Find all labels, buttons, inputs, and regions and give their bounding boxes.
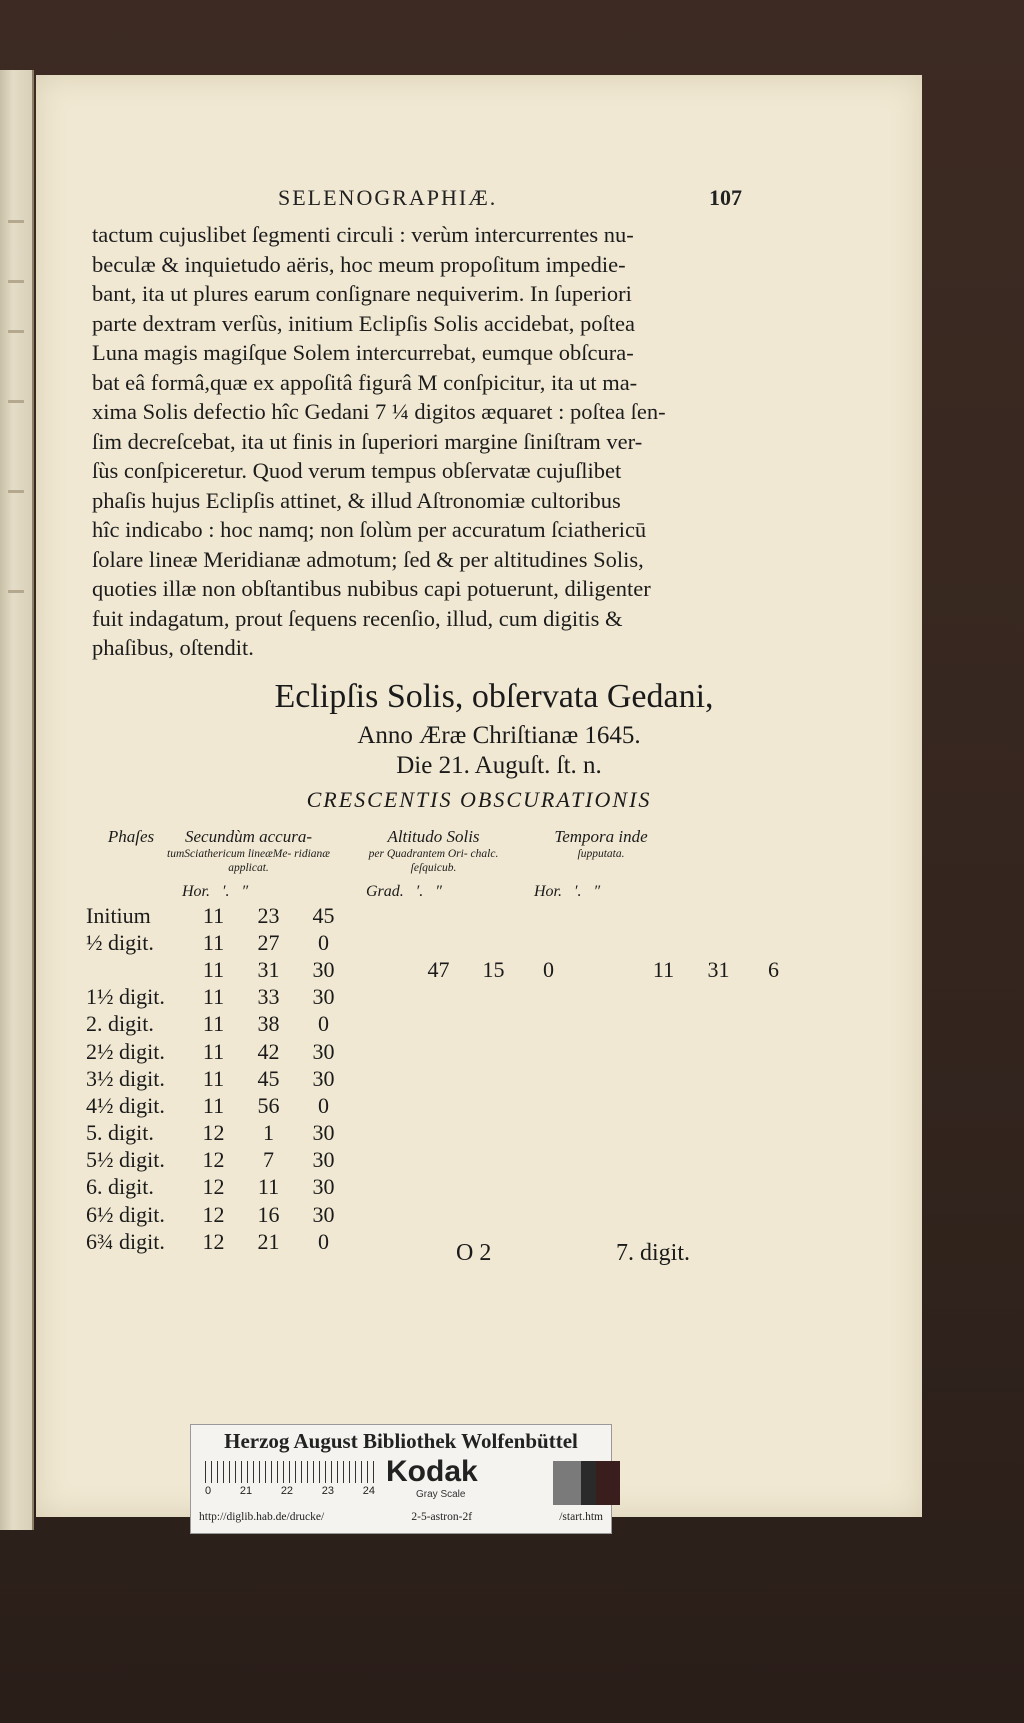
cell-s: 30 bbox=[312, 1038, 335, 1064]
cell-am: 15 bbox=[482, 956, 505, 982]
cell-ts bbox=[746, 984, 801, 1011]
cell-h: 11 bbox=[202, 1092, 225, 1118]
table-row bbox=[86, 1120, 801, 1147]
cell-s: 30 bbox=[312, 1201, 335, 1227]
body-line: Luna magis magiſque Solem intercurrebat, eumque obſcura- bbox=[92, 340, 634, 365]
body-line: tactum cujuslibet ſegmenti circuli : verùm intercurrentes nu- bbox=[92, 222, 634, 247]
cell-ts bbox=[746, 1065, 801, 1092]
units-tempora: Hor. ′. ″ bbox=[534, 883, 601, 900]
cell-tm bbox=[691, 1201, 746, 1228]
signature-mark: O 2 bbox=[456, 1240, 492, 1266]
cell-as: 0 bbox=[543, 956, 554, 982]
gray-patch bbox=[553, 1461, 581, 1505]
gray-patch bbox=[596, 1461, 620, 1505]
cell-am bbox=[466, 1065, 521, 1092]
cell-as bbox=[521, 1011, 576, 1038]
cell-h: 11 bbox=[202, 956, 225, 982]
table-row bbox=[86, 1147, 801, 1174]
spacer-cell bbox=[576, 1174, 636, 1201]
cell-th bbox=[636, 929, 691, 956]
cell-m: 42 bbox=[257, 1038, 280, 1064]
cell-h: 12 bbox=[202, 1228, 225, 1254]
cell-am bbox=[466, 902, 521, 929]
spacer-cell bbox=[351, 1201, 411, 1228]
cell-m: 27 bbox=[257, 929, 280, 955]
cell-as bbox=[521, 1120, 576, 1147]
table-row bbox=[86, 1174, 801, 1201]
cell-ts bbox=[746, 929, 801, 956]
cell-th bbox=[636, 1174, 691, 1201]
units-altitudo: Grad. ′. ″ bbox=[366, 883, 442, 900]
cell-phase: 2. digit. bbox=[86, 1011, 154, 1037]
cell-s: 0 bbox=[318, 1011, 329, 1037]
cell-tm bbox=[691, 1174, 746, 1201]
cell-am bbox=[466, 1092, 521, 1119]
cell-h: 12 bbox=[202, 1174, 225, 1200]
url-part-3: /start.htm bbox=[559, 1511, 603, 1523]
cell-grad bbox=[411, 1120, 466, 1147]
table-subtitle: CRESCENTIS OBSCURATIONIS bbox=[306, 787, 652, 812]
cell-grad bbox=[411, 1011, 466, 1038]
cell-s: 0 bbox=[318, 1092, 329, 1118]
page-number: 107 bbox=[709, 185, 742, 210]
spacer-cell bbox=[351, 1228, 411, 1255]
cell-phase: 6¾ digit. bbox=[86, 1228, 165, 1254]
spacer-cell bbox=[351, 1147, 411, 1174]
body-text bbox=[92, 220, 762, 663]
body-line: bat eâ formâ,quæ ex appoſitâ figurâ M conſpicitur, ita ut ma- bbox=[92, 369, 638, 395]
table-date: Die 21. Auguſt. ſt. n. bbox=[396, 752, 602, 779]
ruler-numbers bbox=[205, 1485, 375, 1497]
cell-h: 11 bbox=[202, 1065, 225, 1091]
body-line: bant, ita ut plures earum conſignare nequiverim. In ſuperiori bbox=[92, 281, 632, 306]
cell-tm bbox=[691, 1147, 746, 1174]
cell-s: 30 bbox=[312, 1147, 335, 1173]
table-row bbox=[86, 1011, 801, 1038]
spacer-cell bbox=[351, 1065, 411, 1092]
spacer-cell bbox=[576, 1065, 636, 1092]
color-target bbox=[190, 1424, 612, 1534]
table-row bbox=[86, 1092, 801, 1119]
book-page bbox=[36, 75, 922, 1517]
spacer-cell bbox=[351, 1120, 411, 1147]
body-line: ſolare lineæ Meridianæ admotum; ſed & per altitudines Solis, bbox=[92, 546, 644, 572]
cell-h: 12 bbox=[202, 1147, 225, 1173]
cell-m: 11 bbox=[257, 1174, 280, 1200]
cell-h: 11 bbox=[202, 929, 225, 955]
cell-th: 11 bbox=[652, 956, 675, 982]
header-secundum: Secundùm accura- tumSciathericum lineæMe- ridianæ applicat. bbox=[167, 827, 330, 874]
cell-tm bbox=[691, 1228, 746, 1255]
gray-patch bbox=[511, 1461, 551, 1505]
cell-grad bbox=[411, 1147, 466, 1174]
cell-h: 12 bbox=[202, 1120, 225, 1146]
cell-as bbox=[521, 902, 576, 929]
cell-tm bbox=[691, 1038, 746, 1065]
cell-th bbox=[636, 1201, 691, 1228]
body-line: phaſibus, oſtendit. bbox=[92, 635, 254, 660]
kodak-logo: Kodak bbox=[386, 1455, 478, 1488]
cell-m: 56 bbox=[257, 1092, 280, 1118]
spacer-cell bbox=[576, 929, 636, 956]
table-row bbox=[86, 1228, 801, 1255]
cell-h: 11 bbox=[202, 1011, 225, 1037]
spacer-cell bbox=[576, 984, 636, 1011]
cell-phase: 3½ digit. bbox=[86, 1065, 165, 1091]
table-title: Eclipſis Solis, obſervata Gedani, bbox=[274, 678, 714, 715]
catchword: 7. digit. bbox=[616, 1240, 691, 1266]
body-line: phaſis hujus Eclipſis attinet, & illud Aſtronomiæ cultoribus bbox=[92, 487, 621, 513]
table-row bbox=[86, 1065, 801, 1092]
spacer-cell bbox=[576, 902, 636, 929]
facing-page-edge bbox=[0, 70, 34, 1530]
observation-table bbox=[86, 902, 801, 1255]
running-title: SELENOGRAPHIÆ. bbox=[278, 185, 498, 210]
cell-am bbox=[466, 1011, 521, 1038]
spacer-cell bbox=[576, 956, 636, 983]
running-head bbox=[36, 185, 922, 215]
body-line: xima Solis defectio hîc Gedani 7 ¼ digitos æquaret : poſtea ſen- bbox=[92, 399, 666, 424]
spacer-cell bbox=[576, 1038, 636, 1065]
url-part-1: http://diglib.hab.de/drucke/ bbox=[199, 1511, 325, 1523]
cell-h: 12 bbox=[202, 1201, 225, 1227]
ruler-number: 21 bbox=[239, 1485, 253, 1497]
cell-m: 31 bbox=[257, 956, 280, 982]
cell-grad bbox=[411, 1092, 466, 1119]
spacer-cell bbox=[351, 1038, 411, 1065]
cell-phase: 5½ digit. bbox=[86, 1147, 165, 1173]
cell-grad bbox=[411, 1038, 466, 1065]
cell-grad bbox=[411, 1065, 466, 1092]
table-row bbox=[86, 984, 801, 1011]
cell-s: 0 bbox=[318, 929, 329, 955]
cell-grad: 47 bbox=[427, 956, 450, 982]
spacer-cell bbox=[351, 984, 411, 1011]
cell-am bbox=[466, 1038, 521, 1065]
cell-ts bbox=[746, 1147, 801, 1174]
cell-th bbox=[636, 1092, 691, 1119]
cell-as bbox=[521, 1065, 576, 1092]
cell-s: 30 bbox=[312, 1174, 335, 1200]
cell-m: 45 bbox=[257, 1065, 280, 1091]
spacer-cell bbox=[351, 929, 411, 956]
ruler-scale bbox=[205, 1461, 375, 1483]
cell-h: 11 bbox=[202, 984, 225, 1010]
cell-m: 1 bbox=[263, 1120, 274, 1146]
body-line: parte dextram verſùs, initium Eclipſis Solis accidebat, poſtea bbox=[92, 310, 635, 336]
cell-tm: 31 bbox=[707, 956, 730, 982]
cell-th bbox=[636, 1011, 691, 1038]
cell-phase: 2½ digit. bbox=[86, 1038, 165, 1064]
spacer-cell bbox=[576, 1011, 636, 1038]
spacer-cell bbox=[576, 1120, 636, 1147]
cell-ts bbox=[746, 1092, 801, 1119]
cell-phase bbox=[86, 956, 186, 983]
cell-phase: 6. digit. bbox=[86, 1174, 154, 1200]
spacer-cell bbox=[351, 1011, 411, 1038]
body-line: hîc indicabo : hoc namq; non ſolùm per accuratum ſciathericū bbox=[92, 517, 647, 542]
table-row bbox=[86, 1038, 801, 1065]
source-url bbox=[199, 1511, 603, 1523]
cell-s: 0 bbox=[318, 1228, 329, 1254]
cell-am bbox=[466, 984, 521, 1011]
cell-th bbox=[636, 1038, 691, 1065]
cell-am bbox=[466, 1120, 521, 1147]
body-line: ſim decreſcebat, ita ut finis in ſuperiori margine ſiniſtram ver- bbox=[92, 428, 643, 454]
cell-s: 30 bbox=[312, 1065, 335, 1091]
cell-am bbox=[466, 1201, 521, 1228]
cell-s: 45 bbox=[312, 902, 335, 928]
cell-h: 11 bbox=[202, 1038, 225, 1064]
spacer-cell bbox=[576, 1201, 636, 1228]
cell-th bbox=[636, 1120, 691, 1147]
cell-tm bbox=[691, 929, 746, 956]
table-row bbox=[86, 929, 801, 956]
table-row bbox=[86, 902, 801, 929]
cell-as bbox=[521, 1201, 576, 1228]
library-name: Herzog August Bibliothek Wolfenbüttel bbox=[224, 1429, 578, 1453]
grayscale-label: Gray Scale bbox=[416, 1489, 466, 1500]
cell-th bbox=[636, 1065, 691, 1092]
cell-ts bbox=[746, 1174, 801, 1201]
cell-phase: 5. digit. bbox=[86, 1120, 154, 1146]
cell-s: 30 bbox=[312, 1120, 335, 1146]
units-secundum: Hor. ′. ″ bbox=[182, 883, 249, 900]
cell-as bbox=[521, 1228, 576, 1255]
cell-grad bbox=[411, 929, 466, 956]
cell-tm bbox=[691, 1120, 746, 1147]
cell-tm bbox=[691, 902, 746, 929]
cell-as bbox=[521, 1174, 576, 1201]
ruler-number: 0 bbox=[205, 1485, 212, 1497]
cell-ts bbox=[746, 1201, 801, 1228]
cell-phase: ½ digit. bbox=[86, 929, 154, 955]
spacer-cell bbox=[351, 1092, 411, 1119]
body-line: beculæ & inquietudo aëris, hoc meum propoſitum impedie- bbox=[92, 251, 626, 277]
cell-ts bbox=[746, 902, 801, 929]
spacer-cell bbox=[351, 1174, 411, 1201]
table-year: Anno Æræ Chriſtianæ 1645. bbox=[357, 722, 641, 749]
cell-m: 38 bbox=[257, 1011, 280, 1037]
spacer-cell bbox=[351, 902, 411, 929]
cell-grad bbox=[411, 984, 466, 1011]
cell-ts bbox=[746, 1228, 801, 1255]
cell-ts bbox=[746, 1038, 801, 1065]
cell-th bbox=[636, 984, 691, 1011]
cell-as bbox=[521, 1092, 576, 1119]
cell-m: 21 bbox=[257, 1228, 280, 1254]
url-part-2: 2-5-astron-2f bbox=[411, 1511, 473, 1523]
cell-m: 7 bbox=[263, 1147, 274, 1173]
cell-th bbox=[636, 902, 691, 929]
spacer-cell bbox=[351, 956, 411, 983]
cell-tm bbox=[691, 984, 746, 1011]
cell-tm bbox=[691, 1065, 746, 1092]
cell-s: 30 bbox=[312, 984, 335, 1010]
cell-phase: Initium bbox=[86, 902, 151, 928]
cell-as bbox=[521, 929, 576, 956]
ruler-number: 23 bbox=[321, 1485, 335, 1497]
ruler-number: 24 bbox=[362, 1485, 375, 1497]
body-line: quoties illæ non obſtantibus nubibus capi potuerunt, diligenter bbox=[92, 576, 651, 601]
table-row bbox=[86, 956, 801, 983]
cell-ts bbox=[746, 1120, 801, 1147]
spacer-cell bbox=[576, 1147, 636, 1174]
spacer-cell bbox=[576, 1092, 636, 1119]
cell-grad bbox=[411, 1174, 466, 1201]
table-row bbox=[86, 1201, 801, 1228]
cell-ts: 6 bbox=[768, 956, 779, 982]
cell-s: 30 bbox=[312, 956, 335, 982]
cell-am bbox=[466, 1174, 521, 1201]
cell-m: 16 bbox=[257, 1201, 280, 1227]
cell-ts bbox=[746, 1011, 801, 1038]
cell-am bbox=[466, 1147, 521, 1174]
header-phases: Phaſes bbox=[107, 827, 155, 846]
cell-phase: 4½ digit. bbox=[86, 1092, 165, 1118]
cell-am bbox=[466, 929, 521, 956]
cell-tm bbox=[691, 1092, 746, 1119]
cell-as bbox=[521, 1038, 576, 1065]
cell-as bbox=[521, 984, 576, 1011]
cell-h: 11 bbox=[202, 902, 225, 928]
header-altitudo: Altitudo Solis per Quadrantem Ori- chalc. ſeſquicub. bbox=[368, 827, 499, 874]
cell-phase: 6½ digit. bbox=[86, 1201, 165, 1227]
cell-tm bbox=[691, 1011, 746, 1038]
header-tempora: Tempora inde ſupputata. bbox=[554, 827, 648, 860]
cell-m: 23 bbox=[257, 902, 280, 928]
body-line: ſùs conſpiceretur. Quod verum tempus obſervatæ cujuſlibet bbox=[92, 458, 622, 483]
ruler-number: 22 bbox=[280, 1485, 294, 1497]
cell-as bbox=[521, 1147, 576, 1174]
cell-grad bbox=[411, 1201, 466, 1228]
cell-phase: 1½ digit. bbox=[86, 984, 165, 1010]
cell-th bbox=[636, 1147, 691, 1174]
cell-grad bbox=[411, 902, 466, 929]
body-line: fuit indagatum, prout ſequens recenſio, illud, cum digitis & bbox=[92, 605, 623, 631]
cell-m: 33 bbox=[257, 984, 280, 1010]
